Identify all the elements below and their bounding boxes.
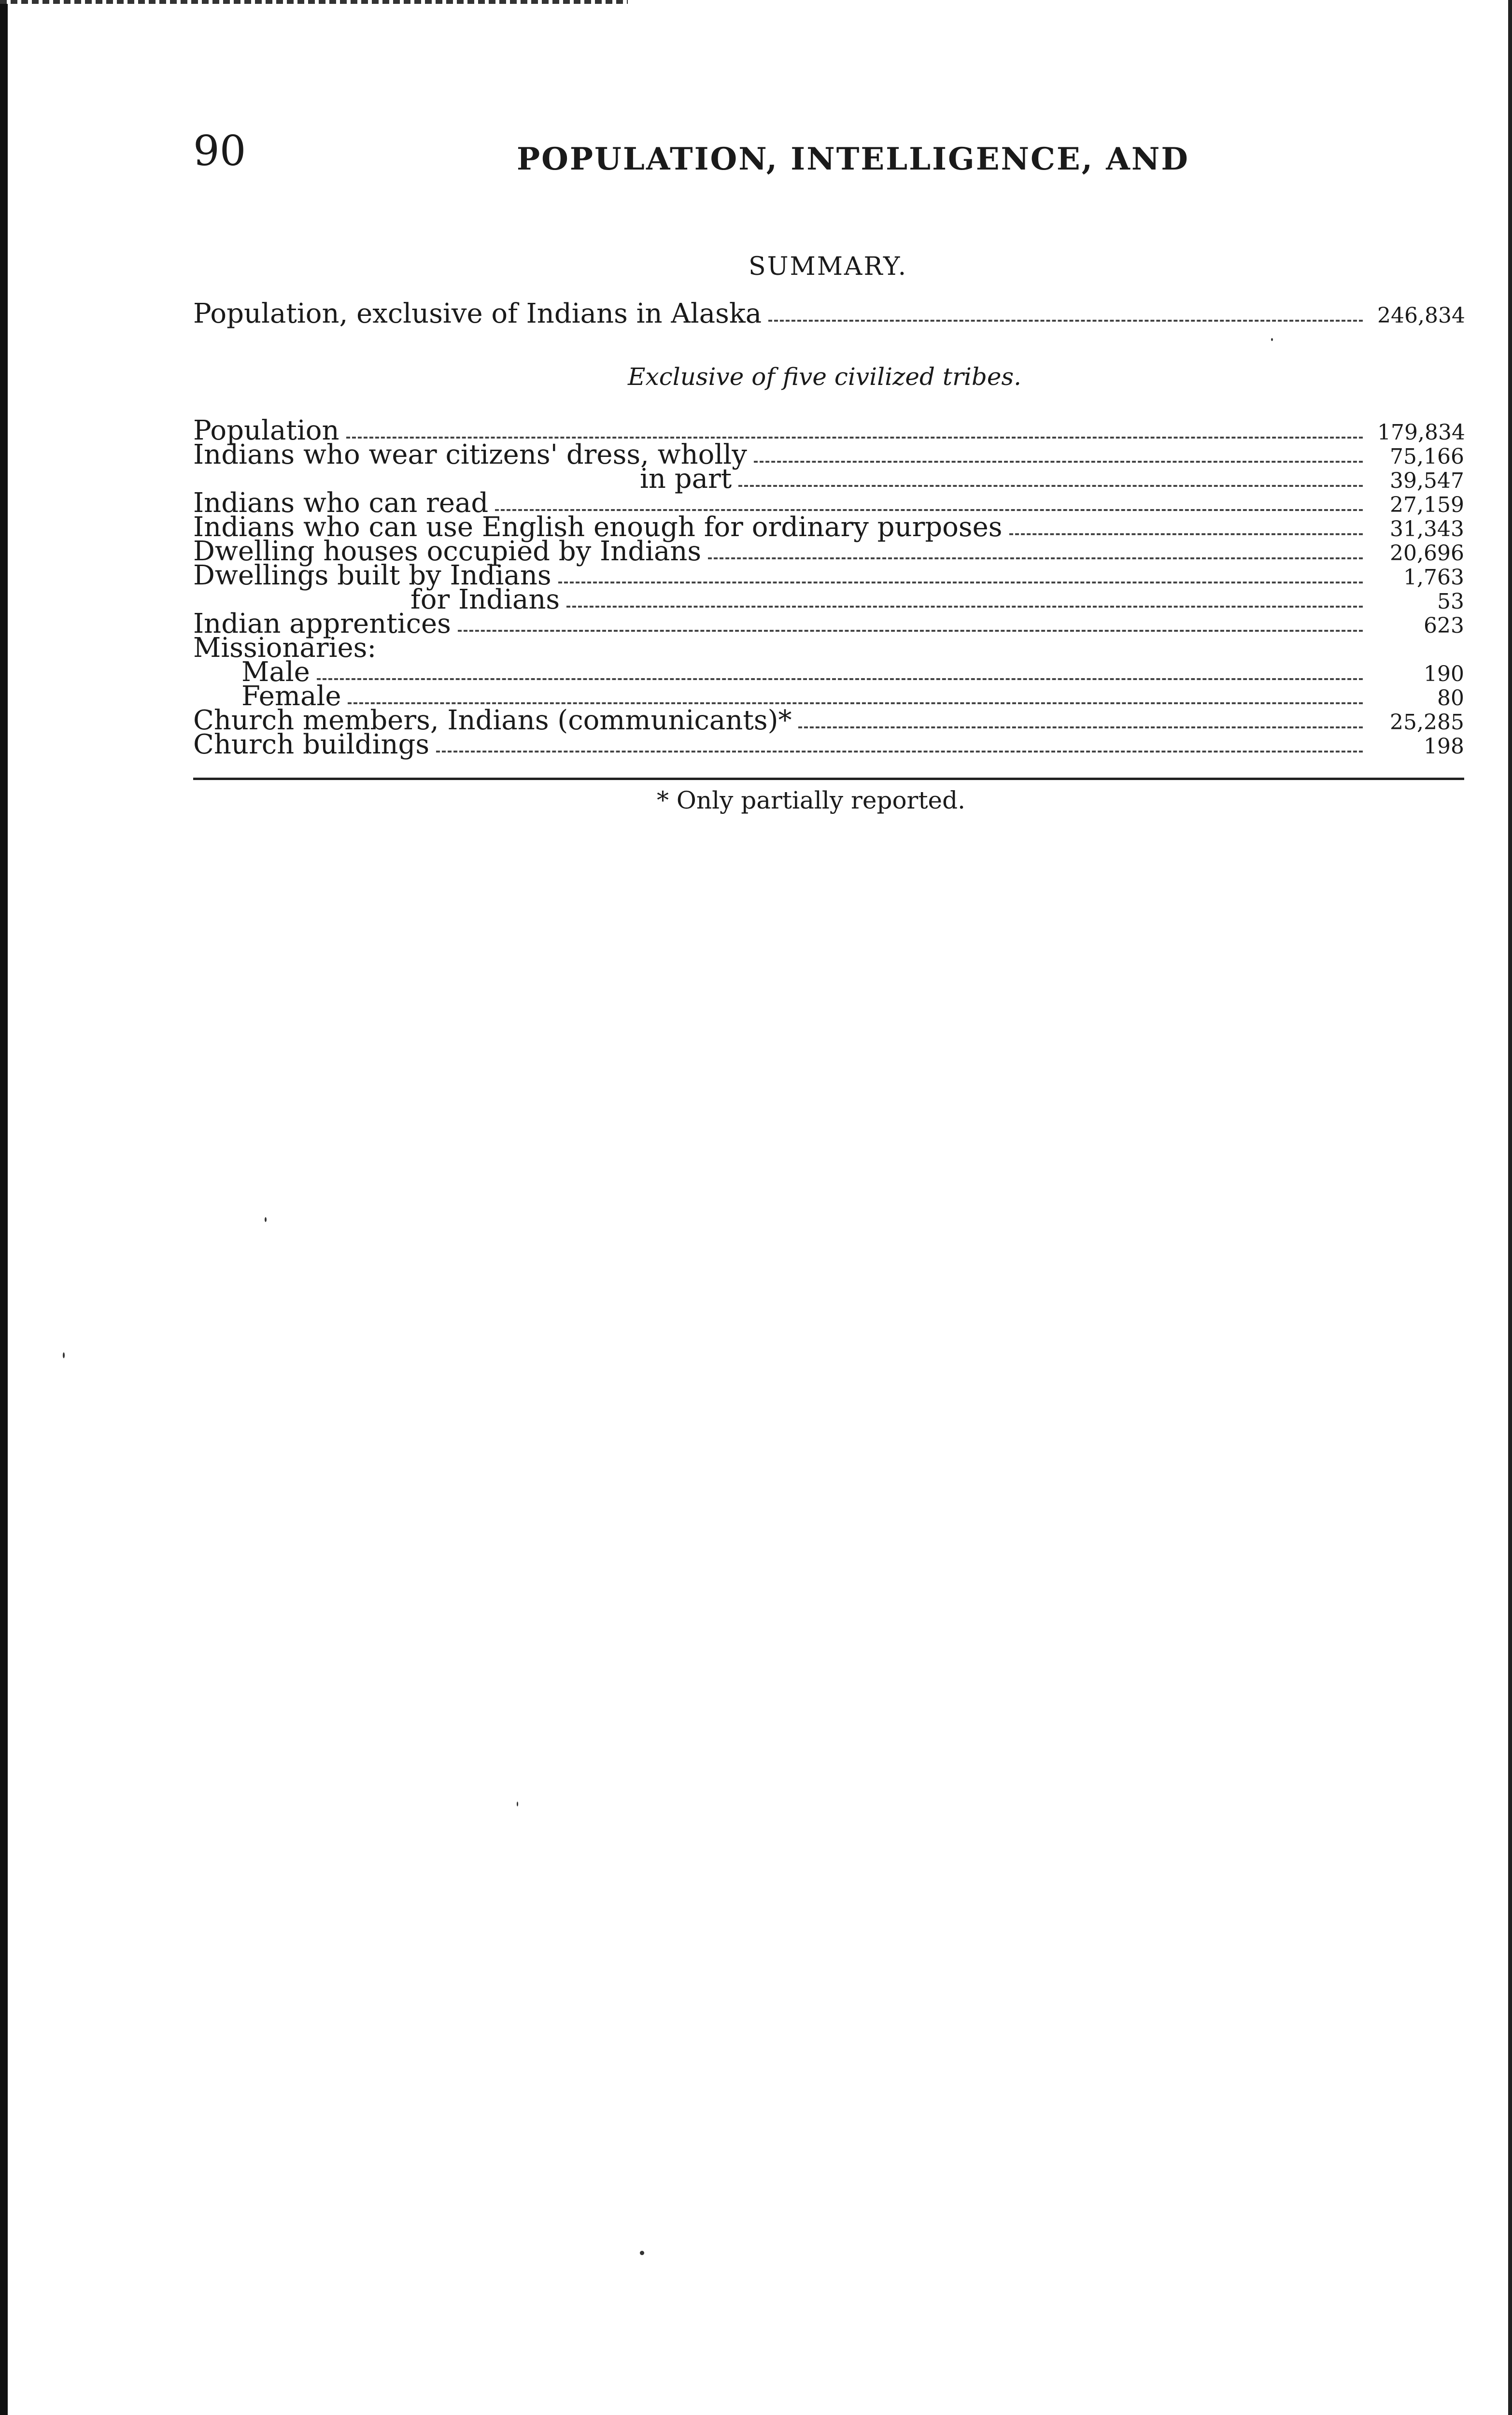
dot-leader	[436, 751, 1363, 753]
row-value: 80	[1437, 686, 1464, 710]
scan-speck	[517, 1802, 518, 1806]
row-value: 1,763	[1403, 565, 1464, 590]
dot-leader	[566, 606, 1363, 608]
dot-leader	[708, 557, 1363, 559]
row-label: Population	[193, 415, 339, 446]
dot-leader	[495, 509, 1363, 511]
row-value: 75,166	[1390, 444, 1464, 469]
row-value: 246,834	[1377, 303, 1465, 328]
dot-leader	[558, 582, 1363, 583]
row-label: Dwelling houses occupied by Indians	[193, 536, 702, 567]
dot-leader	[317, 678, 1363, 680]
row-value: 53	[1437, 589, 1464, 614]
row-label: Indians who can read	[193, 487, 489, 519]
row-value: 20,696	[1390, 541, 1464, 566]
dot-leader	[348, 702, 1363, 704]
running-head: POPULATION, INTELLIGENCE, AND	[517, 141, 1189, 177]
row-label: Church buildings	[193, 729, 430, 760]
row-label: Dwellings built by Indians	[193, 560, 551, 591]
row-value: 27,159	[1390, 493, 1464, 517]
row-label: Male	[241, 656, 310, 688]
row-label: for Indians	[410, 584, 560, 615]
row-value: 179,834	[1377, 420, 1465, 445]
row-value: 623	[1424, 613, 1464, 638]
footnote: * Only partially reported.	[657, 786, 966, 814]
scan-speck	[265, 1217, 267, 1222]
row-label: Church members, Indians (communicants)*	[193, 705, 792, 736]
section-subheading: Exclusive of five civilized tribes.	[628, 363, 1022, 391]
row-label: Female	[241, 681, 341, 712]
row-label: in part	[640, 463, 732, 495]
summary-title: SUMMARY.	[749, 252, 908, 281]
dot-leader	[346, 437, 1363, 439]
row-value: 198	[1424, 734, 1464, 759]
row-label: Indians who wear citizens' dress, wholly	[193, 439, 747, 470]
scan-speck	[63, 1352, 65, 1358]
row-label: Missionaries:	[193, 632, 377, 664]
alaska-population-row	[193, 299, 1464, 327]
row-value: 190	[1424, 662, 1464, 686]
row-label: Indian apprentices	[193, 608, 451, 639]
table-row	[193, 730, 1464, 758]
scan-top-edge	[0, 0, 628, 4]
dot-leader	[754, 461, 1363, 463]
row-value: 39,547	[1390, 469, 1464, 493]
table-bottom-rule	[193, 778, 1464, 780]
dot-leader	[458, 630, 1363, 632]
row-value: 25,285	[1390, 710, 1464, 735]
row-value: 31,343	[1390, 517, 1464, 541]
scan-speck	[1271, 338, 1273, 341]
dot-leader	[768, 320, 1363, 322]
row-label: Population, exclusive of Indians in Alaska	[193, 298, 762, 329]
dot-leader	[738, 485, 1363, 487]
page-number: 90	[193, 127, 246, 175]
scan-speck	[640, 2251, 644, 2255]
dot-leader	[798, 726, 1363, 728]
dot-leader	[1009, 533, 1363, 535]
row-label: Indians who can use English enough for ordinary purposes	[193, 511, 1003, 543]
